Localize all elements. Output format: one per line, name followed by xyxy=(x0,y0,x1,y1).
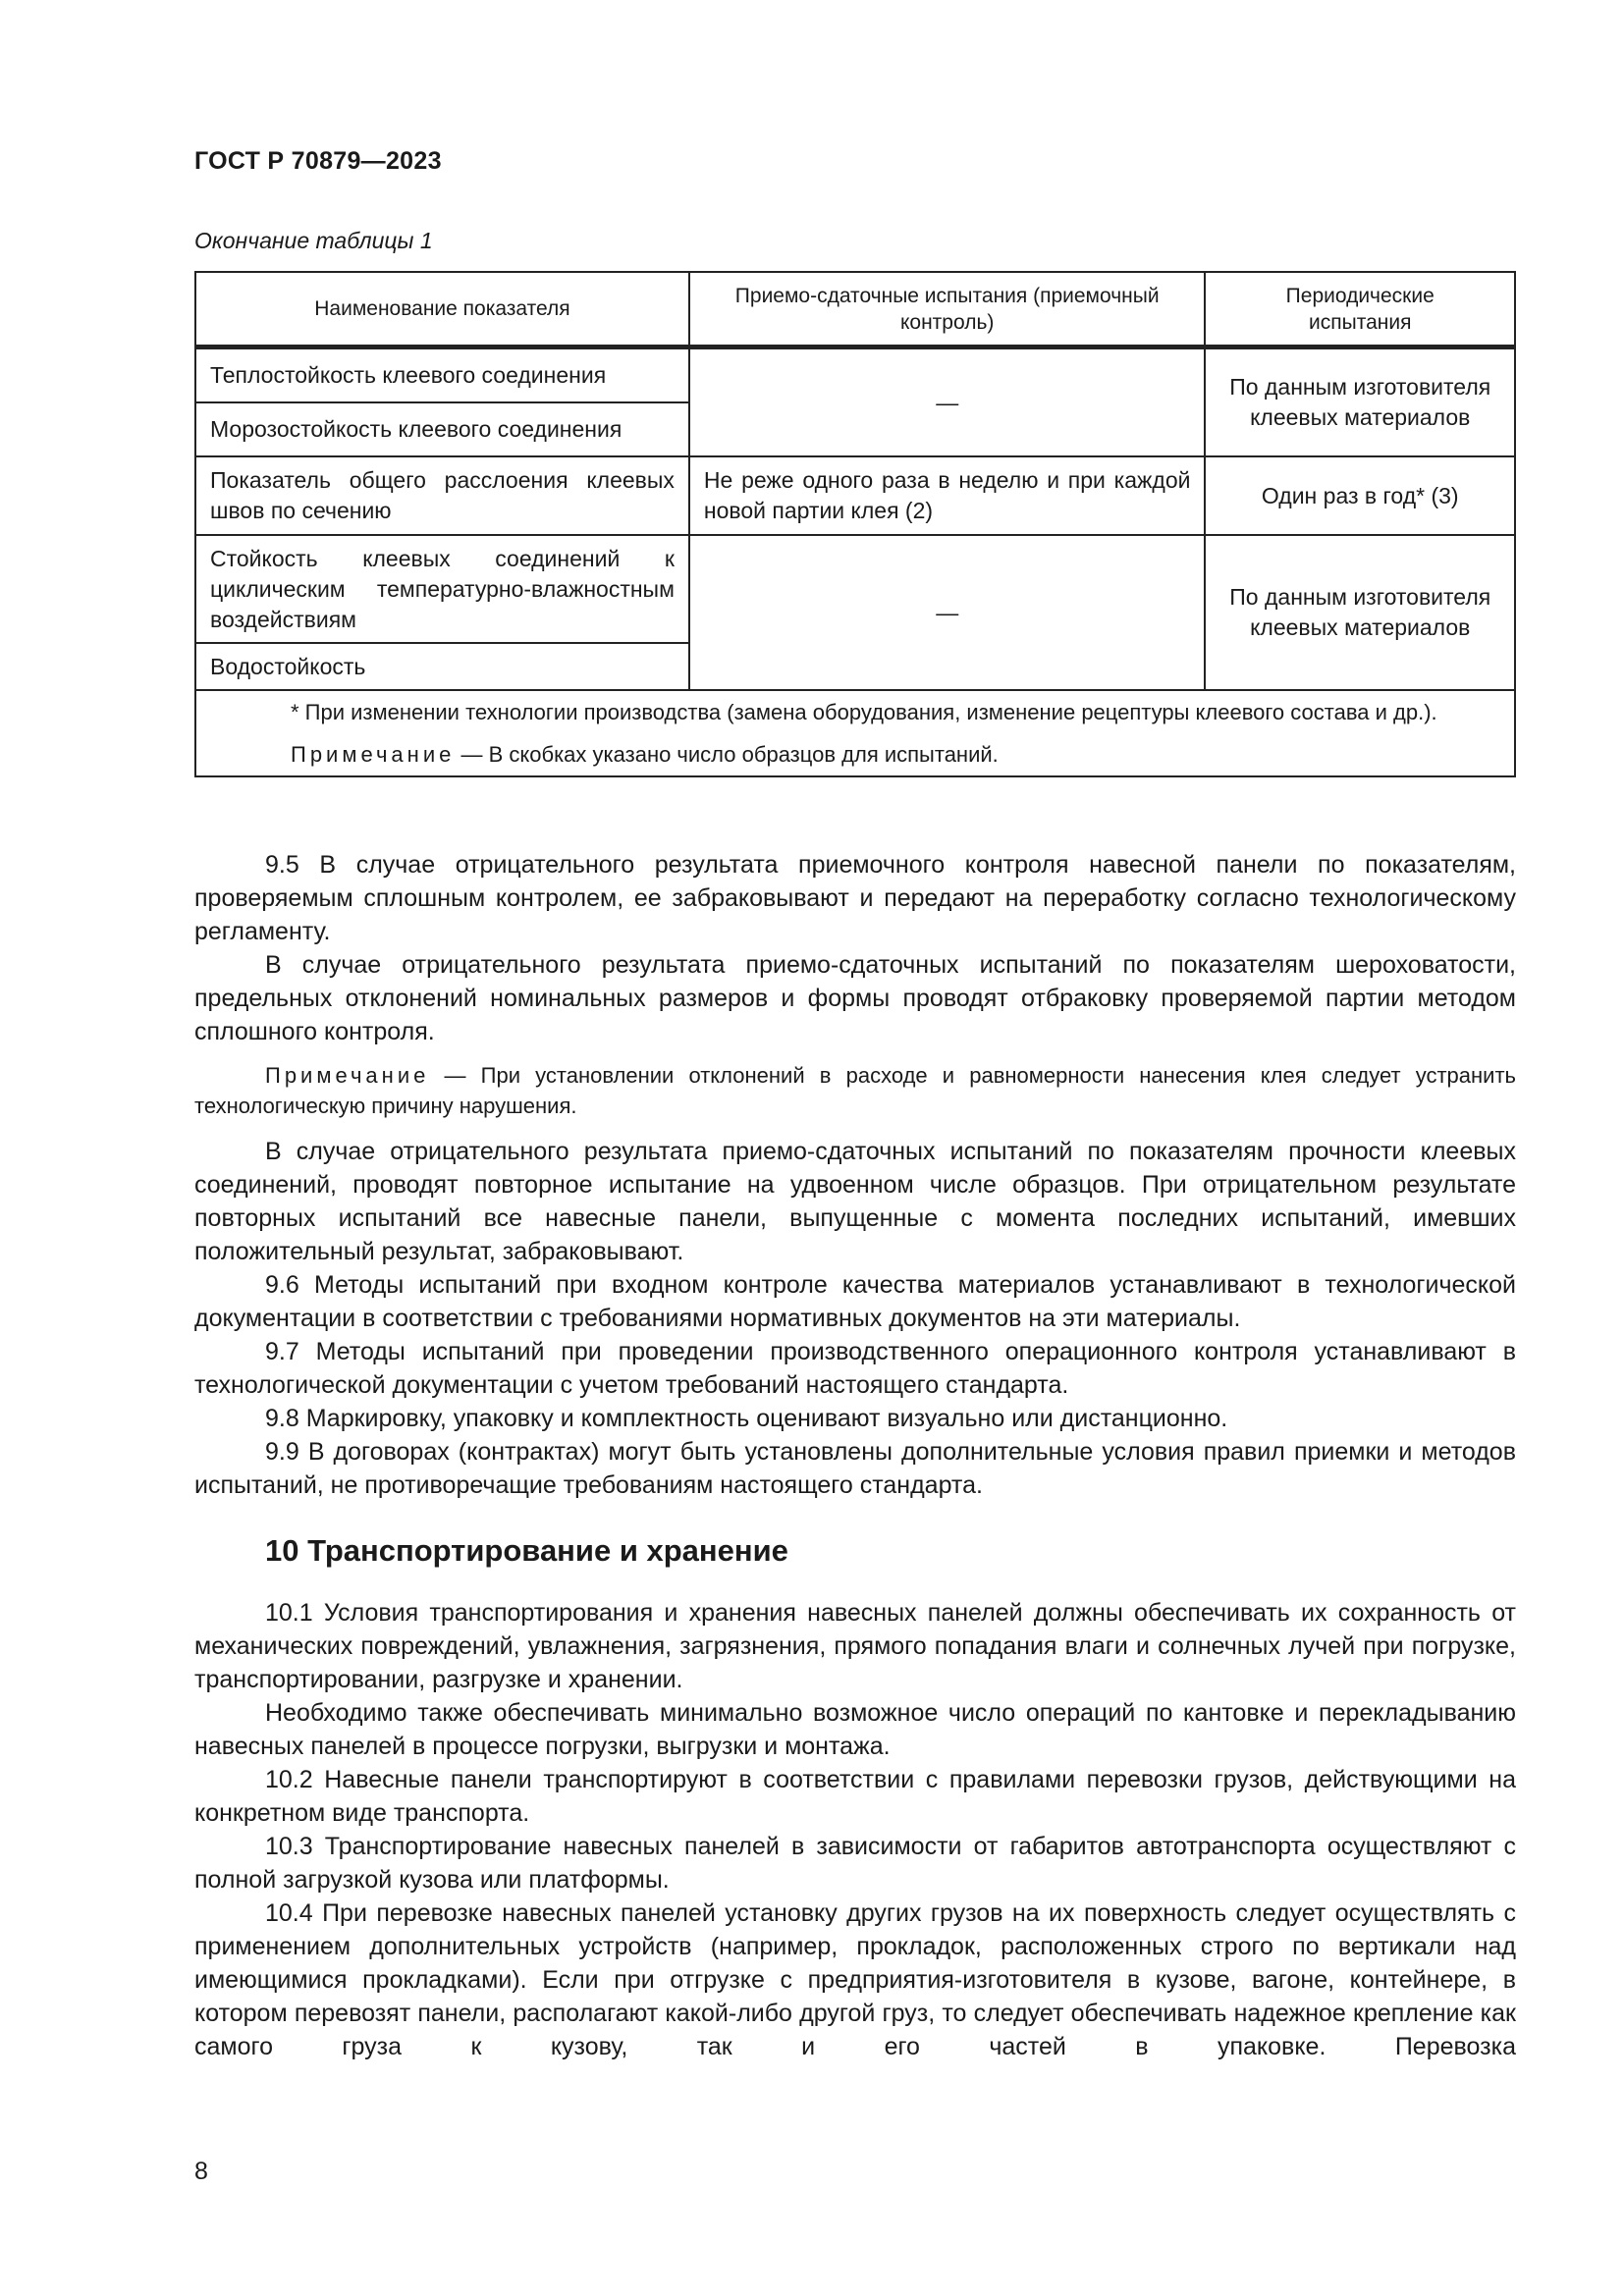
table-1-end xyxy=(194,271,1516,777)
para-10-2: 10.2 Навесные панели транспортируют в соответствии с правилами перевозки грузов, действующими на конкретном виде транспорта. xyxy=(194,1766,1516,1827)
table-note-text: — В скобках указано число образцов для испытаний. xyxy=(455,742,999,767)
para-9-9: 9.9 В договорах (контрактах) могут быть установлены дополнительные условия правил приемки и методов испытаний, не противоречащие требованиям настоящего стандарта. xyxy=(194,1438,1516,1499)
row-45-acceptance: — xyxy=(689,535,1206,690)
note-label: Примечание xyxy=(265,1063,430,1088)
row-delamination: Показатель общего расслоения клеевых швов по сечению xyxy=(195,456,689,535)
para-10-1-b: Необходимо также обеспечивать минимально возможное число операций по кантовке и перекладыванию навесных панелей в процессе погрузки, выгрузки и монтажа. xyxy=(194,1699,1516,1760)
para-9-5-c: В случае отрицательного результата приемо-сдаточных испытаний по показателям прочности клеевых соединений, проводят повторное испытание на удвоенном числе образцов. При отрицательном результате повторных испытаний все навесные панели, выпущенные с момента последних испытаний, имевших положительный результат, забраковывают. xyxy=(194,1138,1516,1265)
para-10-3: 10.3 Транспортирование навесных панелей в зависимости от габаритов автотранспорта осуществляют с полной загрузкой кузова или платформы. xyxy=(194,1833,1516,1894)
para-9-6: 9.6 Методы испытаний при входном контроле качества материалов устанавливают в технологической документации в соответствии с требованиями нормативных документов на эти материалы. xyxy=(194,1271,1516,1332)
table-row xyxy=(195,456,1515,535)
para-10-1: 10.1 Условия транспортирования и хранения навесных панелей должны обеспечивать их сохранность от механических повреждений, увлажнения, загрязнения, прямого попадания влаги и солнечных лучей при погрузке, транспортировании, разгрузке и хранении. xyxy=(194,1599,1516,1693)
row-frost-resistance: Морозостойкость клеевого соединения xyxy=(195,402,689,456)
para-10-4: 10.4 При перевозке навесных панелей установку других грузов на их поверхность следует осуществлять с применением дополнительных устройств (например, прокладок, расположенных строго по вертикали над имеющимися прокладками). Если при отгрузке с предприятия-изготовителя в кузове, вагоне, контейнере, в котором перевозят панели, располагают какой-либо другой груз, то следует обеспечивать надежное крепление как самого груза к кузову, так и его частей в упаковке. Перевозка xyxy=(194,1899,1516,2060)
document-code: ГОСТ Р 70879—2023 xyxy=(194,147,442,175)
col-header-name: Наименование показателя xyxy=(195,272,689,347)
table-footnotes xyxy=(195,690,1515,776)
col-header-acceptance: Приемо-сдаточные испытания (приемочный контроль) xyxy=(689,272,1206,347)
row-12-periodic: По данным изготовителя клеевых материалов xyxy=(1205,347,1515,457)
para-9-7: 9.7 Методы испытаний при проведении производственного операционного контроля устанавливают в технологической документации с учетом требований настоящего стандарта. xyxy=(194,1338,1516,1399)
para-9-5: 9.5 В случае отрицательного результата приемочного контроля навесной панели по показателям, проверяемым сплошным контролем, ее забраковывают и передают на переработку согласно технологическому регламенту. xyxy=(194,851,1516,945)
section-10-title: 10 Транспортирование и хранение xyxy=(265,1533,788,1568)
table-note xyxy=(210,739,1500,770)
page-number: 8 xyxy=(194,2158,208,2185)
note-9-5 xyxy=(194,1060,1516,1121)
table-footnote: * При изменении технологии производства (замена оборудования, изменение рецептуры клеевого состава и др.). xyxy=(291,700,1437,724)
table-row xyxy=(195,347,1515,403)
row-3-acceptance: Не реже одного раза в неделю и при каждой новой партии клея (2) xyxy=(689,456,1206,535)
row-3-periodic: Один раз в год* (3) xyxy=(1205,456,1515,535)
table-caption: Окончание таблицы 1 xyxy=(194,228,433,253)
table-row xyxy=(195,535,1515,643)
row-heat-resistance: Теплостойкость клеевого соединения xyxy=(195,347,689,403)
row-water-resistance: Водостойкость xyxy=(195,643,689,690)
row-cyclic-resistance: Стойкость клеевых соединений к циклическим температурно-влажностным воздействиям xyxy=(195,535,689,643)
para-9-5-b: В случае отрицательного результата приемо-сдаточных испытаний по показателям шероховатости, предельных отклонений номинальных размеров и формы проводят отбраковку проверяемой партии методом сплошного контроля. xyxy=(194,951,1516,1045)
section-10-body xyxy=(194,1596,1516,2063)
row-12-acceptance: — xyxy=(689,347,1206,457)
row-45-periodic: По данным изготовителя клеевых материалов xyxy=(1205,535,1515,690)
table-footer-row xyxy=(195,690,1515,776)
note-text: — При установлении отклонений в расходе и равномерности нанесения клея следует устранить технологическую причину нарушения. xyxy=(194,1063,1516,1118)
section-9-body xyxy=(194,848,1516,1502)
col-header-periodic: Периодические испытания xyxy=(1205,272,1515,347)
table-header-row xyxy=(195,272,1515,347)
para-9-8: 9.8 Маркировку, упаковку и комплектность оценивают визуально или дистанционно. xyxy=(265,1405,1228,1432)
table-note-label: Примечание xyxy=(291,742,456,767)
